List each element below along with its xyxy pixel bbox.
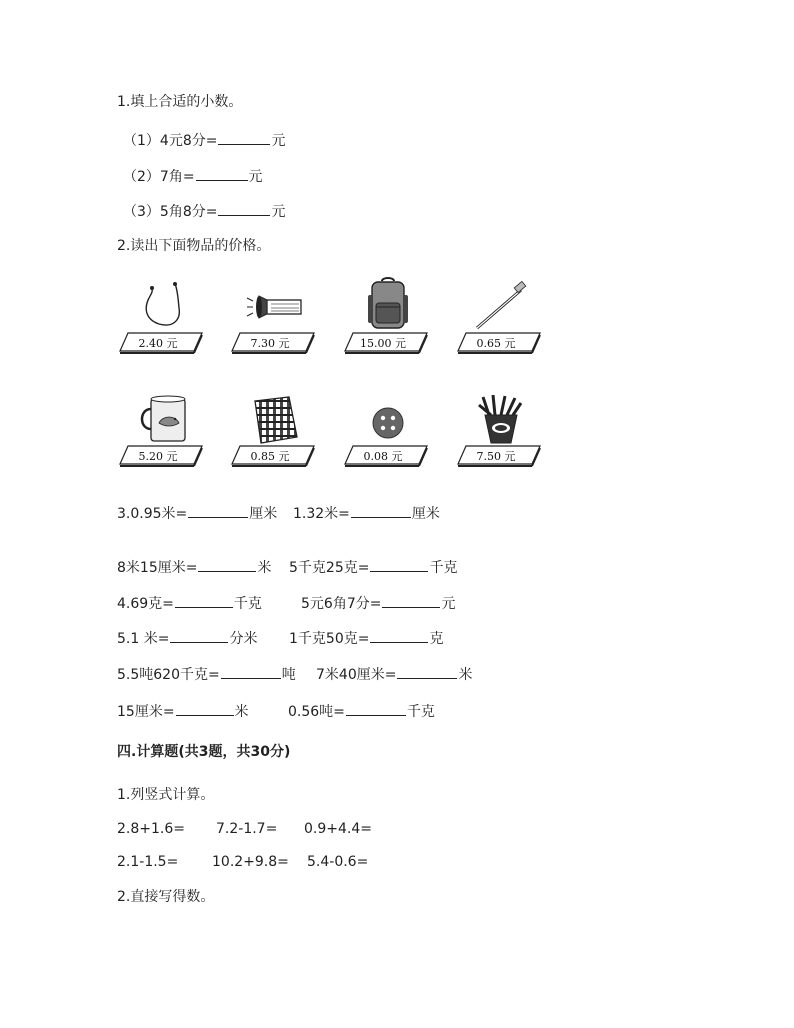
conv-label: 5千克25克= (289, 560, 370, 576)
price-item (230, 393, 320, 473)
q2-title: 2.读出下面物品的价格。 (117, 238, 271, 254)
q3-row (117, 664, 296, 685)
answer-blank[interactable] (346, 701, 406, 716)
q1-title: 1.填上合适的小数。 (117, 94, 243, 110)
fries-icon (471, 393, 531, 445)
price-label: 0.85 元 (250, 450, 290, 463)
answer-blank[interactable] (218, 130, 270, 145)
conv-label: 5.1 米= (117, 631, 170, 647)
q3-row (316, 664, 472, 685)
price-label: 15.00 元 (360, 337, 406, 350)
answer-blank[interactable] (170, 628, 228, 643)
toothbrush-icon (471, 280, 531, 332)
price-tag (230, 332, 320, 354)
price-item (456, 280, 546, 360)
q1-row-unit: 元 (271, 133, 286, 149)
price-label: 2.40 元 (138, 337, 178, 350)
conv-label: 0.56吨= (288, 704, 345, 720)
q1-row-unit: 元 (271, 204, 286, 220)
answer-blank[interactable] (218, 201, 270, 216)
conv-label: 5元6角7分= (301, 596, 382, 612)
conv-label: 7米40厘米= (316, 667, 397, 683)
q1-row-label: （1）4元8分= (123, 133, 218, 149)
price-tag (456, 332, 546, 354)
q1-row-3 (123, 201, 285, 222)
price-item (230, 280, 320, 360)
calc-expr: 10.2+9.8= (212, 854, 289, 870)
q3-row (289, 628, 443, 649)
q1-row-2 (123, 166, 263, 187)
q3-row (117, 557, 271, 578)
conv-label: 3.0.95米= (117, 506, 188, 522)
backpack-icon (358, 276, 418, 330)
price-label: 7.50 元 (476, 450, 516, 463)
conv-unit: 米 (257, 560, 272, 576)
answer-blank[interactable] (370, 557, 428, 572)
price-tag (343, 332, 433, 354)
answer-blank[interactable] (176, 701, 234, 716)
calc-expr: 2.8+1.6= (117, 821, 185, 837)
conv-unit: 米 (458, 667, 473, 683)
calc-expr: 0.9+4.4= (304, 821, 372, 837)
q3-row (289, 557, 457, 578)
q4-2-title: 2.直接写得数。 (117, 889, 215, 905)
answer-blank[interactable] (397, 664, 457, 679)
price-label: 5.20 元 (138, 450, 178, 463)
q1-row-unit: 元 (248, 169, 263, 185)
price-item (118, 393, 208, 473)
earphones-icon (133, 280, 193, 332)
answer-blank[interactable] (351, 503, 411, 518)
conv-label: 1.32米= (293, 506, 350, 522)
conv-label: 8米15厘米= (117, 560, 198, 576)
q3-row (117, 701, 249, 722)
price-tag (118, 445, 208, 467)
q3-row (288, 701, 435, 722)
price-label: 0.08 元 (363, 450, 403, 463)
q4-1-title: 1.列竖式计算。 (117, 787, 215, 803)
conv-label: 1千克50克= (289, 631, 370, 647)
price-item (343, 393, 433, 473)
conv-unit: 千克 (406, 704, 435, 720)
conv-label: 15厘米= (117, 704, 175, 720)
price-tag (456, 445, 546, 467)
q1-row-label: （3）5角8分= (123, 204, 218, 220)
q3-row (301, 593, 455, 614)
answer-blank[interactable] (198, 557, 256, 572)
answer-blank[interactable] (188, 503, 248, 518)
conv-label: 4.69克= (117, 596, 174, 612)
calc-expr: 5.4-0.6= (307, 854, 369, 870)
price-item (343, 276, 433, 356)
conv-unit: 千克 (429, 560, 458, 576)
conv-label: 5.5吨620千克= (117, 667, 220, 683)
conv-unit: 吨 (281, 667, 296, 683)
q1-row-label: （2）7角= (123, 169, 195, 185)
answer-blank[interactable] (382, 593, 440, 608)
q1-row-1 (123, 130, 285, 151)
calc-expr: 2.1-1.5= (117, 854, 179, 870)
price-tag (343, 445, 433, 467)
flashlight-icon (245, 280, 305, 332)
calc-expr: 7.2-1.7= (216, 821, 278, 837)
answer-blank[interactable] (196, 166, 248, 181)
conv-unit: 厘米 (411, 506, 440, 522)
q3-row (117, 503, 277, 524)
handkerchief-icon (245, 393, 305, 445)
price-item (118, 280, 208, 360)
conv-unit: 克 (429, 631, 444, 647)
button-icon (358, 393, 418, 445)
price-tag (230, 445, 320, 467)
answer-blank[interactable] (221, 664, 281, 679)
price-tag (118, 332, 208, 354)
answer-blank[interactable] (175, 593, 233, 608)
section-heading: 四.计算题(共3题，共30分) (117, 744, 291, 760)
conv-unit: 千克 (233, 596, 262, 612)
q3-row (293, 503, 440, 524)
conv-unit: 分米 (229, 631, 258, 647)
mug-icon (133, 393, 193, 445)
conv-unit: 厘米 (249, 506, 278, 522)
q3-row (117, 628, 257, 649)
conv-unit: 米 (234, 704, 249, 720)
q3-row (117, 593, 262, 614)
answer-blank[interactable] (370, 628, 428, 643)
price-label: 7.30 元 (250, 337, 290, 350)
price-label: 0.65 元 (476, 337, 516, 350)
conv-unit: 元 (441, 596, 456, 612)
price-item (456, 393, 546, 473)
